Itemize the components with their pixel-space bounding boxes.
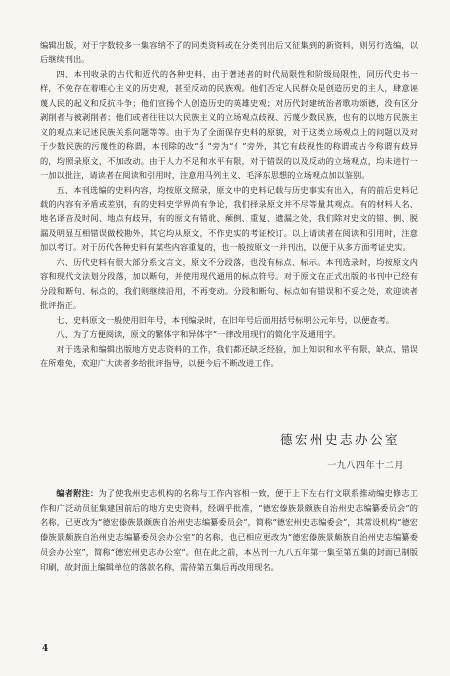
paragraph-item-5: 五、本刊选编的史料内容，均按原文照录，原文中的史料记载与历史事实有出入，有的前后史料记载的内容有矛盾或差别，有的史料史学界尚有争论，我们择录原文并不尽等量其观点。有的材料人名、地名译音及时间、地点有歧异，有的原文有错讹、颠倒、重复、遗漏之处，我们除对史文的错、倒、脱漏及明显互相错误做校勘外，其它均从原文，不作史实的考证校订。以上请读者在阅读和引用时，注意加以考订。对于历代各种史料有某些内容重复的，也一般按原文一并刊出，以便于从多方面考证史实。 — [40, 184, 418, 253]
paragraph-item-8: 八、为了方便阅读，原文的繁体字和异体字“一律改用现行的简化字及通用字。 — [56, 329, 341, 340]
paragraph-item-4: 四、本刊收录的古代和近代的各种史料，由于著述者的时代局限性和阶级局限性，同历代史书一样，不免存在着唯心主义的历史观，甚至反动的民族观。他们否定人民群众是创造历史的主人，肆意诬蔑人民的起义和反抗斗争；他们宣扬个人创造历史的英雄史观；对历代封建统治者歌功颂德，没有区分剥削者与被剥削者；他们或者往往以大民族主义的立场观点歧视、污蔑少数民族，也有的以地方民族主义的观点来记述民族关系问题等等。由于为了全面保存史料的原貌，对于这类立场观点上的问题以及对于少数民族的污蔑性的称谓，本刊除的改“犭”旁为“亻”旁外，其它有歧视性的称谓或古今称谓有歧异的，均照录原文，不加改动。由于人力不足和水平有限，对于错误的以及反动的立场观点，均未进行一一加以批注，请读者在阅读和引用时，注意用马列主义、毛泽东思想的立场观点加以鉴别。 — [40, 68, 418, 181]
main-text — [40, 38, 418, 370]
paragraph-continuation: 编辑出版，对于字数较多一集容纳不了的同类资料或在分类刊出后又征集到的新资料，则另行选编，以后继续刊出。 — [40, 40, 418, 65]
signoff-organization: 德宏州史志办公室 — [279, 432, 400, 447]
page-number: 4 — [42, 644, 49, 654]
paragraph-item-7: 七、史料原文一般使用旧年号，本刊编录时，在旧年号后面用括号标明公元年号，以便查考。 — [56, 314, 395, 325]
editor-note-paragraph — [40, 486, 418, 574]
editor-note-label: 编者附注： — [56, 488, 99, 498]
paragraph-item-6: 六、历代史料有很大部分系文言文，原文不分段落，也没有标点、标示。本刊选录时，均按原文内容和现代文法划分段落，加以断句，并使用现代通用的标点符号。对于原文在正式出版的书刊中已经有分段和断句、标点的，我们则继续沿用，不再变动。分段和断句、标点如有错误和不妥之处，欢迎读者批评指正。 — [40, 256, 418, 311]
paragraph-closing: 对于选录和编辑出版地方史志资料的工作，我们都还缺乏经验，加上知识和水平有限，缺点、错误在所难免，欢迎广大读者多给批评指导，以便今后不断改进工作。 — [40, 343, 418, 368]
signoff-date: 一九八四年十二月 — [327, 461, 404, 471]
editor-note-text: 为了使我州史志机构的名称与工作内容相一致，便于上下左右行文联系推动编史修志工作和广泛动员征集建国前后的地方史史资料，经调乎批准，“德宏傣族景颇族自治州史志编纂委员会”的名称，已更改为“德宏傣族景颇族自治州史志编纂委员会”，简称“德宏州史志编委会”，其常设机构“德宏傣族景颇族自治州史志编纂委员会办公室”的名称，也已相应更改为“德宏傣族景颇族自治州史志编纂委员会办公室”，简称“德宏州史志办公室”。但在此之前，本丛刊一九八五年第一集至第五集的封面已制版印刷，故封面上编辑单位的落款名称，需待第五集后再改用现名。 — [40, 488, 418, 572]
editor-note — [40, 486, 418, 574]
